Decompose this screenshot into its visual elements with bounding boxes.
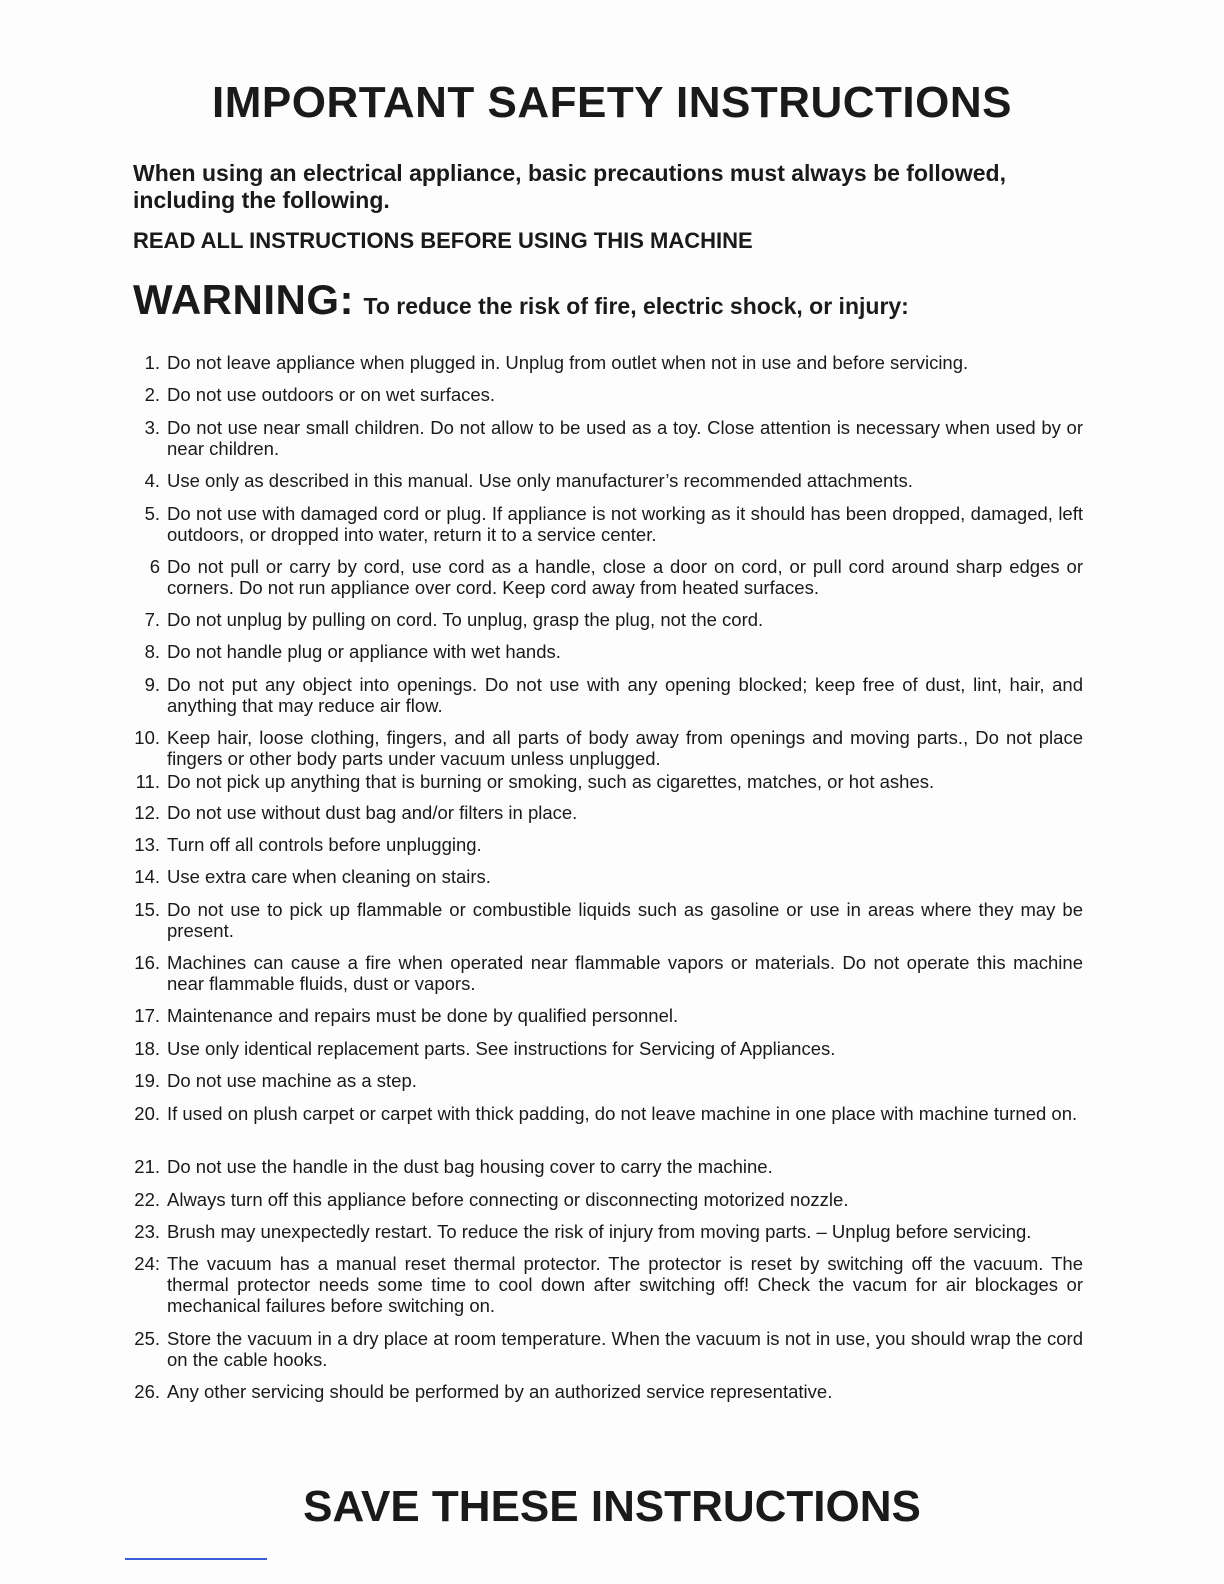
item-text: Do not put any object into openings. Do not use with any opening blocked; keep free of dust, lint, hair, and anything that may reduce air flow. — [167, 674, 1083, 716]
item-number: 1. — [144, 352, 160, 373]
item-text: Use only as described in this manual. Use only manufacturer’s recommended attachments. — [167, 470, 913, 491]
item-number: 26. — [134, 1381, 160, 1402]
warning-text: To reduce the risk of fire, electric shock, or injury: — [363, 293, 909, 319]
item-number: 9. — [144, 674, 160, 695]
item-text: Do not use without dust bag and/or filters in place. — [167, 802, 578, 823]
read-all-notice: READ ALL INSTRUCTIONS BEFORE USING THIS MACHINE — [133, 228, 753, 253]
item-text: Machines can cause a fire when operated near flammable vapors or materials. Do not operate this machine near flammable fluids, dust or vapors. — [167, 952, 1083, 994]
item-text: Store the vacuum in a dry place at room temperature. When the vacuum is not in use, you should wrap the cord on the cable hooks. — [167, 1328, 1083, 1370]
item-number: 14. — [134, 866, 160, 887]
item-number: 5. — [144, 503, 160, 524]
item-number: 13. — [134, 834, 160, 855]
item-text: Turn off all controls before unplugging. — [167, 834, 482, 855]
item-number: 23. — [134, 1221, 160, 1242]
item-text: Do not use machine as a step. — [167, 1070, 417, 1091]
item-text: Always turn off this appliance before connecting or disconnecting motorized nozzle. — [167, 1189, 849, 1210]
item-text: Do not use near small children. Do not allow to be used as a toy. Close attention is necessary when used by or near children. — [167, 417, 1083, 459]
item-text: Do not use outdoors or on wet surfaces. — [167, 384, 496, 405]
save-instructions-footer: SAVE THESE INSTRUCTIONS — [303, 1482, 921, 1531]
item-number: 11. — [135, 771, 160, 792]
item-text: Do not use the handle in the dust bag housing cover to carry the machine. — [167, 1156, 773, 1177]
page-title: IMPORTANT SAFETY INSTRUCTIONS — [212, 78, 1012, 127]
item-text: Do not use with damaged cord or plug. If appliance is not working as it should has been dropped, damaged, left outdoors, or dropped into water, return it to a service center. — [167, 503, 1083, 545]
item-text: Any other servicing should be performed by an authorized service representative. — [167, 1381, 833, 1402]
item-number: 25. — [134, 1328, 160, 1349]
item-number: 20. — [134, 1103, 160, 1124]
item-text: Use extra care when cleaning on stairs. — [167, 866, 491, 887]
item-number: 6 — [149, 556, 160, 577]
footer-rule — [125, 1558, 267, 1560]
item-number: 3. — [144, 417, 160, 438]
warning-colon: : — [339, 276, 354, 323]
item-number: 15. — [134, 899, 160, 920]
item-number: 24: — [134, 1253, 160, 1274]
item-text: Use only identical replacement parts. See instructions for Servicing of Appliances. — [167, 1038, 836, 1059]
item-number: 22. — [134, 1189, 160, 1210]
item-text: Do not leave appliance when plugged in. Unplug from outlet when not in use and before servicing. — [167, 352, 969, 373]
item-text: The vacuum has a manual reset thermal protector. The protector is reset by switching off the vacuum. The thermal protector needs some time to cool down after switching off! Check the vacum for air blockages or mechanical failures before switching on. — [167, 1253, 1083, 1316]
item-number: 18. — [134, 1038, 160, 1059]
item-text: Keep hair, loose clothing, fingers, and all parts of body away from openings and moving parts., Do not place fingers or other body parts under vacuum unless unplugged. — [167, 727, 1083, 769]
item-number: 17. — [134, 1005, 160, 1026]
item-number: 7. — [144, 609, 160, 630]
item-number: 4. — [144, 470, 160, 491]
item-text: Do not unplug by pulling on cord. To unplug, grasp the plug, not the cord. — [167, 609, 764, 630]
intro-text: When using an electrical appliance, basic precautions must always be followed, including the following. — [133, 160, 1006, 213]
item-text: Brush may unexpectedly restart. To reduce the risk of injury from moving parts. – Unplug before servicing. — [167, 1221, 1032, 1242]
warning-heading — [133, 276, 1113, 324]
item-number: 10. — [134, 727, 160, 748]
item-number: 12. — [134, 802, 160, 823]
item-number: 8. — [144, 641, 160, 662]
item-number: 21. — [134, 1156, 160, 1177]
item-number: 19. — [134, 1070, 160, 1091]
item-number: 16. — [134, 952, 160, 973]
warning-word: WARNING — [133, 276, 340, 323]
item-text: Do not pull or carry by cord, use cord as a handle, close a door on cord, or pull cord around sharp edges or corners. Do not run appliance over cord. Keep cord away from heated surfaces. — [167, 556, 1083, 598]
item-text: Do not pick up anything that is burning or smoking, such as cigarettes, matches, or hot ashes. — [167, 771, 935, 792]
item-text: Maintenance and repairs must be done by qualified personnel. — [167, 1005, 679, 1026]
item-text: If used on plush carpet or carpet with thick padding, do not leave machine in one place with machine turned on. — [167, 1103, 1078, 1124]
item-text: Do not use to pick up flammable or combustible liquids such as gasoline or use in areas where they may be present. — [167, 899, 1083, 941]
item-text: Do not handle plug or appliance with wet hands. — [167, 641, 561, 662]
item-number: 2. — [144, 384, 160, 405]
